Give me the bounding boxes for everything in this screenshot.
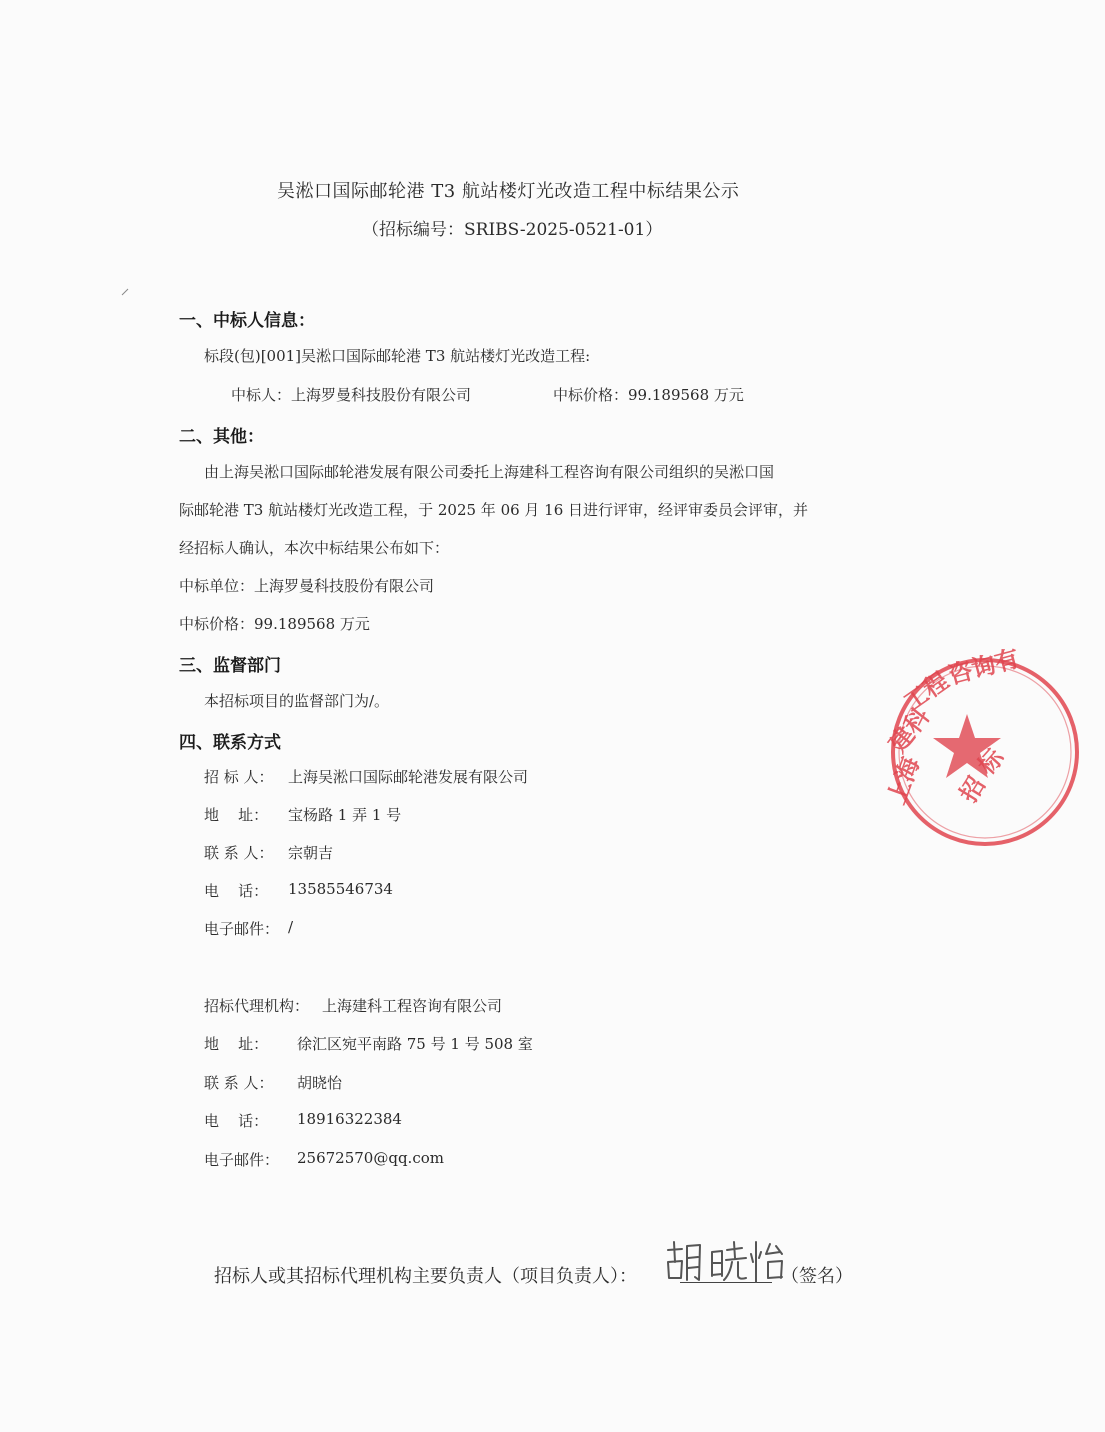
agency-label: 招标代理机构： (204, 997, 310, 1015)
agency-email: 25672570@qq.com (297, 1149, 444, 1167)
agency-contact-label: 联 系 人： (204, 1074, 274, 1092)
lot-description: 标段(包)[001]吴淞口国际邮轮港 T3 航站楼灯光改造工程: (204, 347, 591, 365)
paragraph-line-2: 际邮轮港 T3 航站楼灯光改造工程，于 2025 年 06 月 16 日进行评审，经评审委员会评审，并 (179, 501, 809, 519)
tenderer-email-label: 电子邮件： (204, 920, 280, 938)
section-heading-winner-info: 一、中标人信息： (179, 311, 315, 331)
signature-prefix: 招标人或其招标代理机构主要负责人（项目负责人）： (214, 1266, 637, 1287)
agency-address-label: 地 址： (204, 1035, 269, 1053)
svg-text:招: 招 (954, 771, 991, 808)
handwritten-signature (660, 1232, 790, 1292)
section-heading-other: 二、其他： (179, 427, 264, 447)
company-seal (882, 644, 1023, 850)
section-heading-supervision: 三、监督部门 (179, 656, 281, 676)
paragraph-line-3: 经招标人确认，本次中标结果公布如下： (179, 539, 450, 557)
svg-text:建科: 建科 (883, 702, 936, 758)
signature-suffix: （签名） (781, 1266, 853, 1287)
document-title: 吴淞口国际邮轮港 T3 航站楼灯光改造工程中标结果公示 (277, 181, 740, 202)
svg-text:上海: 上海 (882, 753, 926, 809)
tenderer-address-label: 地 址： (204, 806, 269, 824)
tender-number: （招标编号：SRIBS-2025-0521-01） (362, 220, 663, 240)
tenderer-address: 宝杨路 1 弄 1 号 (288, 806, 402, 824)
agency-address: 徐汇区宛平南路 75 号 1 号 508 室 (297, 1035, 533, 1053)
tenderer-name: 上海吴淞口国际邮轮港发展有限公司 (288, 768, 529, 786)
winning-unit: 中标单位：上海罗曼科技股份有限公司 (179, 577, 435, 595)
svg-text:咨询有: 咨询有 (945, 644, 1023, 690)
agency-name: 上海建科工程咨询有限公司 (322, 997, 503, 1015)
winning-price: 中标价格：99.189568 万元 (179, 615, 370, 633)
winner-price: 中标价格：99.189568 万元 (553, 386, 744, 404)
svg-text:标: 标 (972, 743, 1010, 781)
tenderer-contact: 宗朝吉 (288, 844, 334, 862)
svg-text:工程: 工程 (898, 666, 954, 717)
tenderer-phone: 13585546734 (288, 880, 393, 898)
scan-mark (120, 285, 132, 299)
tenderer-email: / (288, 918, 294, 936)
agency-phone-label: 电 话： (204, 1112, 269, 1130)
tenderer-phone-label: 电 话： (204, 882, 269, 900)
agency-phone: 18916322384 (297, 1110, 402, 1128)
winner-name: 中标人：上海罗曼科技股份有限公司 (231, 386, 472, 404)
section-heading-contact: 四、联系方式 (179, 733, 281, 753)
supervision-text: 本招标项目的监督部门为/。 (204, 692, 390, 710)
tenderer-contact-label: 联 系 人： (204, 844, 274, 862)
agency-email-label: 电子邮件： (204, 1151, 280, 1169)
agency-contact: 胡晓怡 (297, 1074, 343, 1092)
paragraph-line-1: 由上海吴淞口国际邮轮港发展有限公司委托上海建科工程咨询有限公司组织的吴淞口国 (204, 463, 775, 481)
tenderer-label: 招 标 人： (204, 768, 274, 786)
